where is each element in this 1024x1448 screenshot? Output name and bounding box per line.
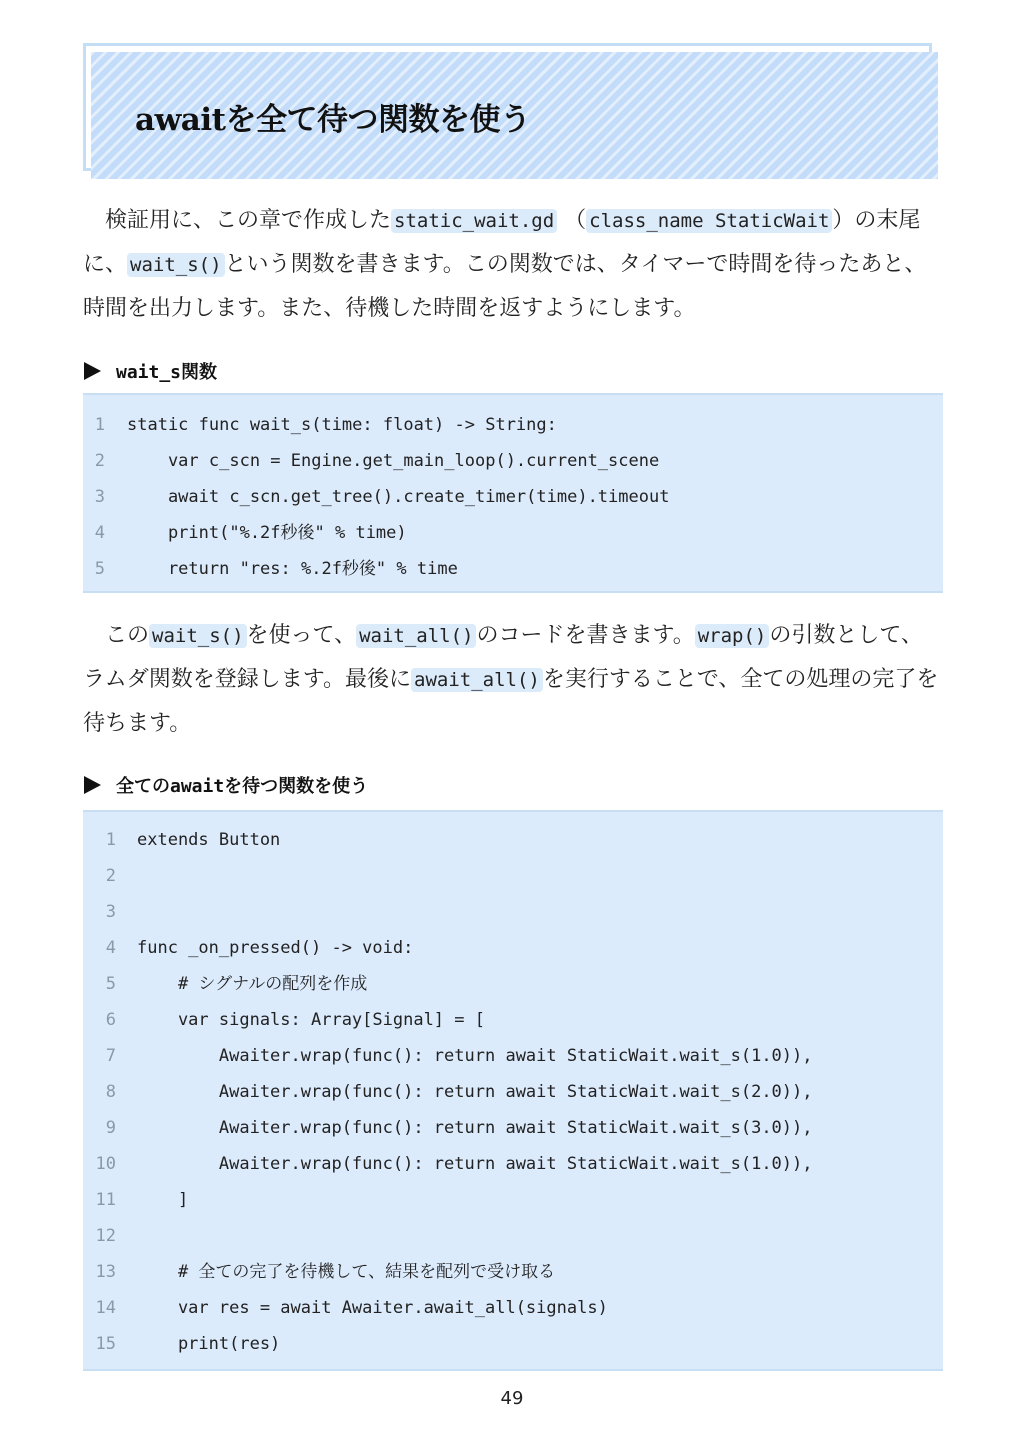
code-text: return "res: %.2f秒後" % time — [127, 559, 458, 579]
intro-paragraph — [83, 199, 943, 331]
line-number: 7 — [105, 1046, 116, 1066]
line-number: 2 — [105, 866, 116, 886]
code-line — [83, 894, 943, 930]
code-line — [83, 1218, 943, 1254]
caption-text: wait_s関数 — [116, 362, 218, 383]
text: この — [105, 623, 150, 648]
code-text: Awaiter.wrap(func(): return await StaticWait.wait_s(1.0)), — [137, 1154, 813, 1174]
code-line — [83, 1038, 943, 1074]
text: を使って、 — [246, 623, 357, 648]
line-number: 2 — [94, 451, 105, 471]
code-text: var c_scn = Engine.get_main_loop().current_scene — [127, 451, 660, 471]
line-number: 9 — [105, 1118, 116, 1138]
line-number: 4 — [94, 523, 105, 543]
code-text: await c_scn.get_tree().create_timer(time).timeout — [127, 487, 670, 507]
code-line — [83, 443, 943, 479]
line-number: 11 — [95, 1190, 116, 1210]
code-line — [83, 479, 943, 515]
code-text: var res = await Awaiter.await_all(signals) — [137, 1298, 608, 1318]
inline-code-wait-all: wait_all() — [356, 624, 476, 648]
line-number: 4 — [105, 938, 116, 958]
page-title: awaitを全て待つ関数を使う — [135, 102, 531, 138]
code-text: Awaiter.wrap(func(): return await StaticWait.wait_s(2.0)), — [137, 1082, 813, 1102]
code-line — [83, 551, 943, 587]
code-text: extends Button — [137, 830, 281, 850]
line-number: 5 — [105, 974, 116, 994]
code-line — [83, 1326, 943, 1362]
code-line — [83, 1182, 943, 1218]
line-number: 15 — [95, 1334, 116, 1354]
code-block-wait-s — [83, 393, 943, 593]
code-line — [83, 1110, 943, 1146]
line-number: 1 — [94, 415, 105, 435]
page-number: 49 — [500, 1388, 524, 1409]
heading-box — [91, 52, 938, 179]
code-line — [83, 930, 943, 966]
code-line — [83, 1002, 943, 1038]
line-number: 6 — [105, 1010, 116, 1030]
code-text: # 全ての完了を待機して、結果を配列で受け取る — [137, 1262, 556, 1282]
text: のコードを書きます。 — [476, 623, 695, 648]
code-text: var signals: Array[Signal] = [ — [137, 1010, 485, 1030]
code-line — [83, 966, 943, 1002]
play-triangle-icon — [84, 776, 101, 794]
inline-code-wait-s: wait_s() — [127, 253, 225, 277]
inline-code-wrap: wrap() — [695, 624, 770, 648]
text: の引数として、ラムダ関数を登録します。最後に — [83, 623, 923, 692]
inline-code-wait-s: wait_s() — [149, 624, 247, 648]
listing-caption-1 — [84, 358, 217, 384]
section-heading — [83, 43, 938, 179]
text: という関数を書きます。この関数では、タイマーで時間を待ったあと、時間を出力します。また、待機した時間を返すようにします。 — [83, 252, 927, 321]
code-line — [83, 407, 943, 443]
code-line — [83, 822, 943, 858]
text: 検証用に、この章で作成した — [105, 208, 392, 233]
code-line — [83, 1290, 943, 1326]
code-text: Awaiter.wrap(func(): return await StaticWait.wait_s(3.0)), — [137, 1118, 813, 1138]
line-number: 1 — [105, 830, 116, 850]
inline-code-classname: class_name StaticWait — [586, 209, 832, 233]
code-text: Awaiter.wrap(func(): return await StaticWait.wait_s(1.0)), — [137, 1046, 813, 1066]
inline-code-filename: static_wait.gd — [391, 209, 557, 233]
line-number: 3 — [94, 487, 105, 507]
line-number: 14 — [95, 1298, 116, 1318]
play-triangle-icon — [84, 362, 101, 380]
code-text: ] — [137, 1190, 189, 1210]
code-line — [83, 1146, 943, 1182]
line-number: 3 — [105, 902, 116, 922]
code-text: print("%.2f秒後" % time) — [127, 523, 407, 543]
line-number: 13 — [95, 1262, 116, 1282]
code-line — [83, 1254, 943, 1290]
code-text: # シグナルの配列を作成 — [137, 974, 368, 994]
code-text: print(res) — [137, 1334, 281, 1354]
line-number: 10 — [95, 1154, 116, 1174]
text: （ — [557, 208, 587, 233]
inline-code-await-all: await_all() — [411, 668, 543, 692]
explanation-paragraph — [83, 614, 943, 746]
line-number: 5 — [94, 559, 105, 579]
code-line — [83, 858, 943, 894]
code-line — [83, 1074, 943, 1110]
text: ）の末尾に、 — [83, 208, 921, 277]
code-text: func _on_pressed() -> void: — [137, 938, 414, 958]
line-number: 8 — [105, 1082, 116, 1102]
code-block-await-all — [83, 810, 943, 1371]
code-line — [83, 515, 943, 551]
code-text: static func wait_s(time: float) -> String: — [127, 415, 557, 435]
line-number: 12 — [95, 1226, 116, 1246]
text: を実行することで、全ての処理の完了を待ちます。 — [83, 667, 939, 736]
caption-text: 全てのawaitを待つ関数を使う — [116, 776, 369, 797]
listing-caption-2 — [84, 772, 368, 798]
